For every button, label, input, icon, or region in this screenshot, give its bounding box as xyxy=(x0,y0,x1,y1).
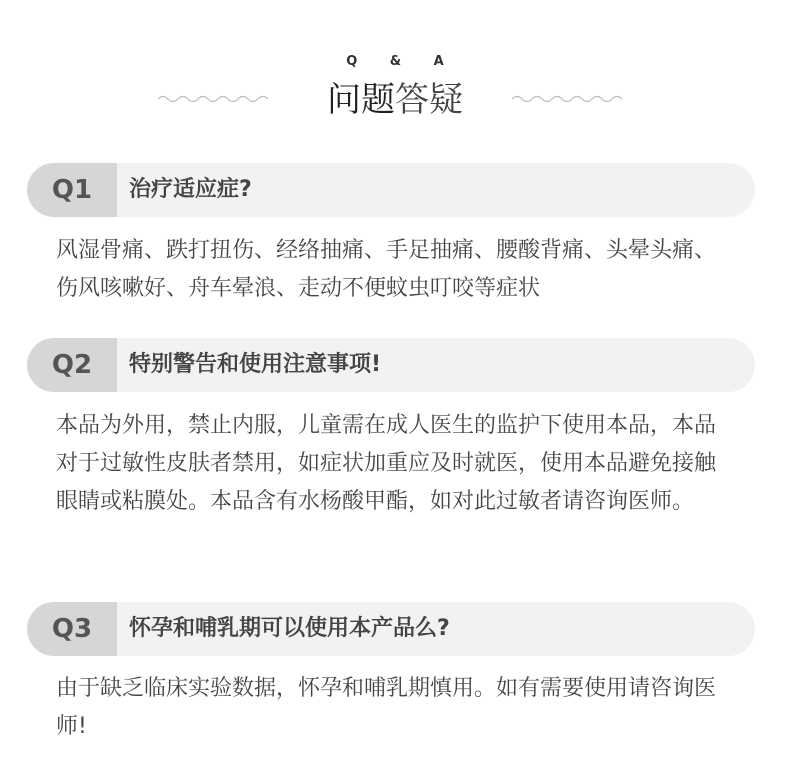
question-tag: Q2 xyxy=(27,338,117,392)
answer-text-1: 风湿骨痛、跌打扭伤、经络抽痛、手足抽痛、腰酸背痛、头晕头痛、伤风咳嗽好、舟车晕浪、走动不便蚊虫叮咬等症状 xyxy=(56,238,717,301)
question-text: 特别警告和使用注意事项! xyxy=(129,352,382,377)
page-title xyxy=(0,78,790,122)
section-header xyxy=(0,0,790,140)
answer-text-3: 由于缺乏临床实验数据，怀孕和哺乳期慎用。如有需要使用请咨询医师! xyxy=(56,676,717,739)
question-tag: Q3 xyxy=(27,602,117,656)
title-bold: 问题 xyxy=(327,80,395,120)
qa-label: Q & A xyxy=(346,54,458,69)
question-bar-1 xyxy=(27,163,755,217)
question-bar-2 xyxy=(27,338,755,392)
answer-text-2: 本品为外用，禁止内服，儿童需在成人医生的监护下使用本品，本品对于过敏性皮肤者禁用，如症状加重应及时就医，使用本品避免接触眼睛或粘膜处。本品含有水杨酸甲酯，如对此过敏者请咨询医师。 xyxy=(56,413,717,514)
title-light: 答疑 xyxy=(395,80,463,120)
question-text: 怀孕和哺乳期可以使用本产品么? xyxy=(129,616,450,641)
wave-decoration-right-icon xyxy=(512,92,622,106)
question-text: 治疗适应症? xyxy=(129,177,252,202)
question-bar-3 xyxy=(27,602,755,656)
question-tag: Q1 xyxy=(27,163,117,217)
